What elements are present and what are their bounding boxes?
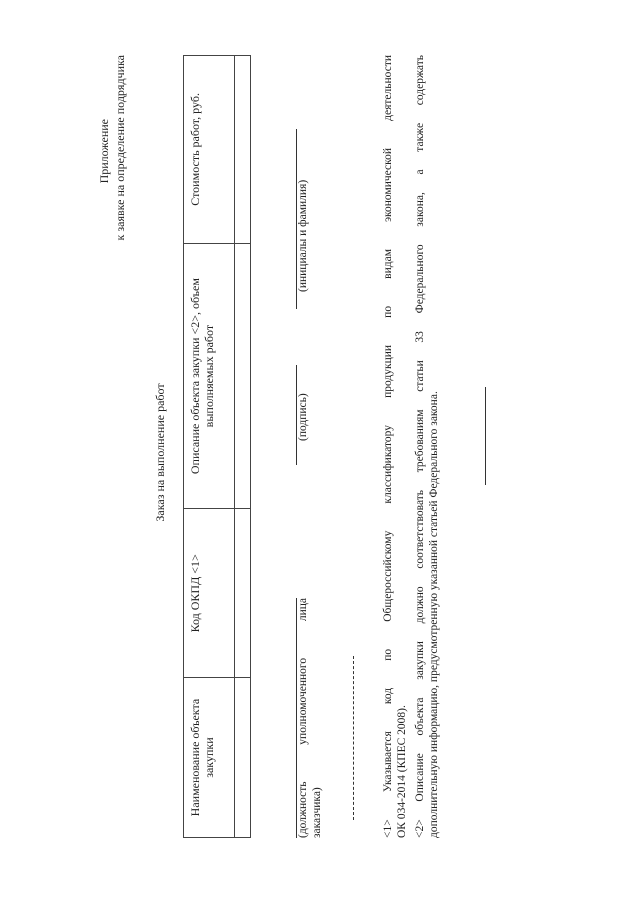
table-cell[interactable]: [235, 509, 251, 678]
column-header-name: Наименование объекта закупки: [184, 678, 235, 838]
column-header-cost: Стоимость работ, руб.: [184, 56, 235, 244]
separator-line: [353, 656, 354, 820]
table-cell[interactable]: [235, 678, 251, 838]
end-line: [485, 387, 486, 485]
table-cell[interactable]: [235, 243, 251, 509]
column-header-okpd-code: Код ОКПД <1>: [184, 509, 235, 678]
footnote-2: <2> Описание объекта закупки должно соответствовать требованиям статьи 33 Федерального закона, а также содержать: [414, 55, 426, 838]
footnote-2-continued: дополнительную информацию, предусмотренную указанной статьей Федерального закона.: [428, 391, 440, 838]
position-label: (должность уполномоченного лица: [297, 598, 309, 838]
table-cell[interactable]: [235, 56, 251, 244]
table-row: [235, 56, 251, 838]
position-label-continued: заказчика): [311, 787, 323, 838]
appendix-subheading: к заявке на определение подрядчика: [113, 55, 127, 241]
footnote-1: <1> Указывается код по Общероссийскому классификатору продукции по видам экономической деятельности: [382, 55, 394, 838]
name-label: (инициалы и фамилия): [297, 179, 309, 292]
works-table: [183, 55, 251, 838]
document-title: Заказ на выполнение работ: [153, 383, 167, 522]
column-header-description: Описание объекта закупки <2>, объем выполняемых работ: [184, 243, 235, 509]
signature-label: (подпись): [297, 393, 309, 441]
footnote-1-continued: ОК 034-2014 (КПЕС 2008).: [396, 705, 408, 838]
table-header-row: [184, 56, 235, 838]
appendix-heading: Приложение: [97, 119, 111, 184]
